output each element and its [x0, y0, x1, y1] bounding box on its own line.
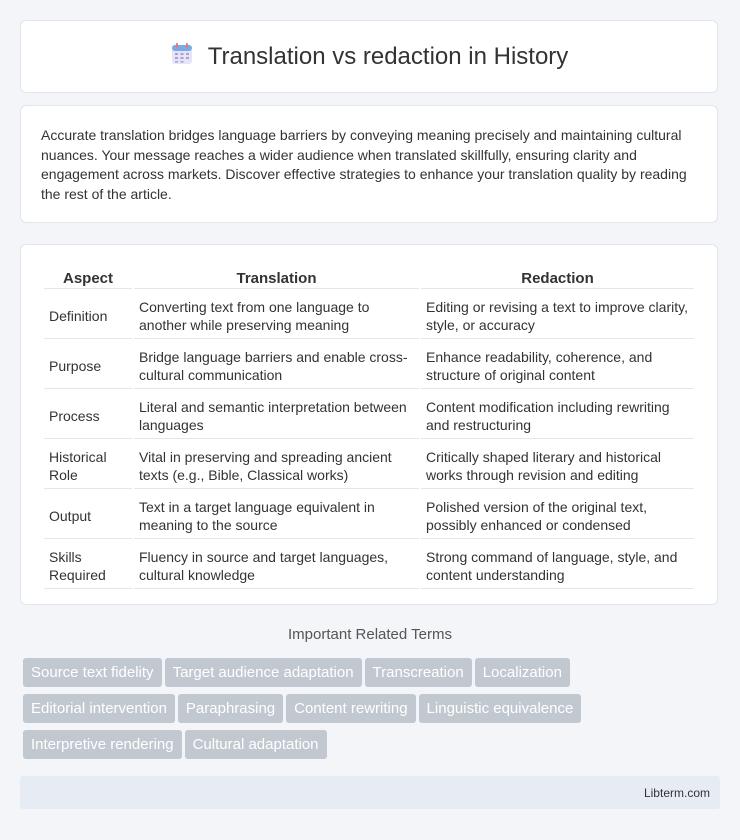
- redaction-cell: Polished version of the original text, possibly enhanced or condensed: [421, 491, 694, 539]
- term-tag[interactable]: Source text fidelity: [23, 658, 162, 687]
- term-tag[interactable]: Content rewriting: [286, 694, 415, 723]
- header-card: [20, 20, 718, 93]
- term-tag[interactable]: Interpretive rendering: [23, 730, 182, 759]
- redaction-cell: Content modification including rewriting and restructuring: [421, 391, 694, 439]
- table-row: [44, 491, 694, 539]
- aspect-cell: Definition: [44, 291, 132, 339]
- translation-cell: Text in a target language equivalent in meaning to the source: [134, 491, 419, 539]
- translation-cell: Converting text from one language to another while preserving meaning: [134, 291, 419, 339]
- term-tag[interactable]: Editorial intervention: [23, 694, 175, 723]
- table-row: [44, 541, 694, 589]
- term-tag[interactable]: Paraphrasing: [178, 694, 283, 723]
- page-title: Translation vs redaction in History: [207, 42, 569, 70]
- translation-cell: Fluency in source and target languages, cultural knowledge: [134, 541, 419, 589]
- redaction-cell: Critically shaped literary and historical works through revision and editing: [421, 441, 694, 489]
- aspect-cell: Skills Required: [44, 541, 132, 589]
- table-row: [44, 291, 694, 339]
- table-header-row: [44, 267, 694, 289]
- table-row: [44, 341, 694, 389]
- term-tag[interactable]: Transcreation: [365, 658, 472, 687]
- related-terms-title: Important Related Terms: [288, 626, 452, 643]
- aspect-cell: Historical Role: [44, 441, 132, 489]
- header-translation: Translation: [134, 267, 419, 289]
- related-terms-list: [23, 658, 723, 766]
- intro-text: Accurate translation bridges language barriers by conveying meaning precisely and maintaining cultural nuances. Your message reaches a wider audience when translated skillfully, ensuring clarity and engagement across markets. Discover effective strategies to enhance your translation quality by reading the rest of the article.: [41, 127, 687, 202]
- translation-cell: Bridge language barriers and enable cross-cultural communication: [134, 341, 419, 389]
- calendar-icon: [170, 42, 194, 71]
- footer: [20, 776, 720, 809]
- redaction-cell: Enhance readability, coherence, and structure of original content: [421, 341, 694, 389]
- footer-site-link[interactable]: Libterm.com: [643, 786, 710, 800]
- redaction-cell: Editing or revising a text to improve clarity, style, or accuracy: [421, 291, 694, 339]
- table-row: [44, 441, 694, 489]
- term-tag[interactable]: Linguistic equivalence: [419, 694, 582, 723]
- aspect-cell: Output: [44, 491, 132, 539]
- comparison-table-card: [20, 244, 718, 605]
- redaction-cell: Strong command of language, style, and content understanding: [421, 541, 694, 589]
- header-aspect: Aspect: [44, 267, 132, 289]
- aspect-cell: Process: [44, 391, 132, 439]
- translation-cell: Vital in preserving and spreading ancient texts (e.g., Bible, Classical works): [134, 441, 419, 489]
- comparison-table: [42, 265, 696, 591]
- intro-card: [20, 105, 718, 223]
- term-tag[interactable]: Localization: [475, 658, 570, 687]
- table-row: [44, 391, 694, 439]
- term-tag[interactable]: Cultural adaptation: [185, 730, 327, 759]
- term-tag[interactable]: Target audience adaptation: [165, 658, 362, 687]
- header-redaction: Redaction: [421, 267, 694, 289]
- translation-cell: Literal and semantic interpretation between languages: [134, 391, 419, 439]
- aspect-cell: Purpose: [44, 341, 132, 389]
